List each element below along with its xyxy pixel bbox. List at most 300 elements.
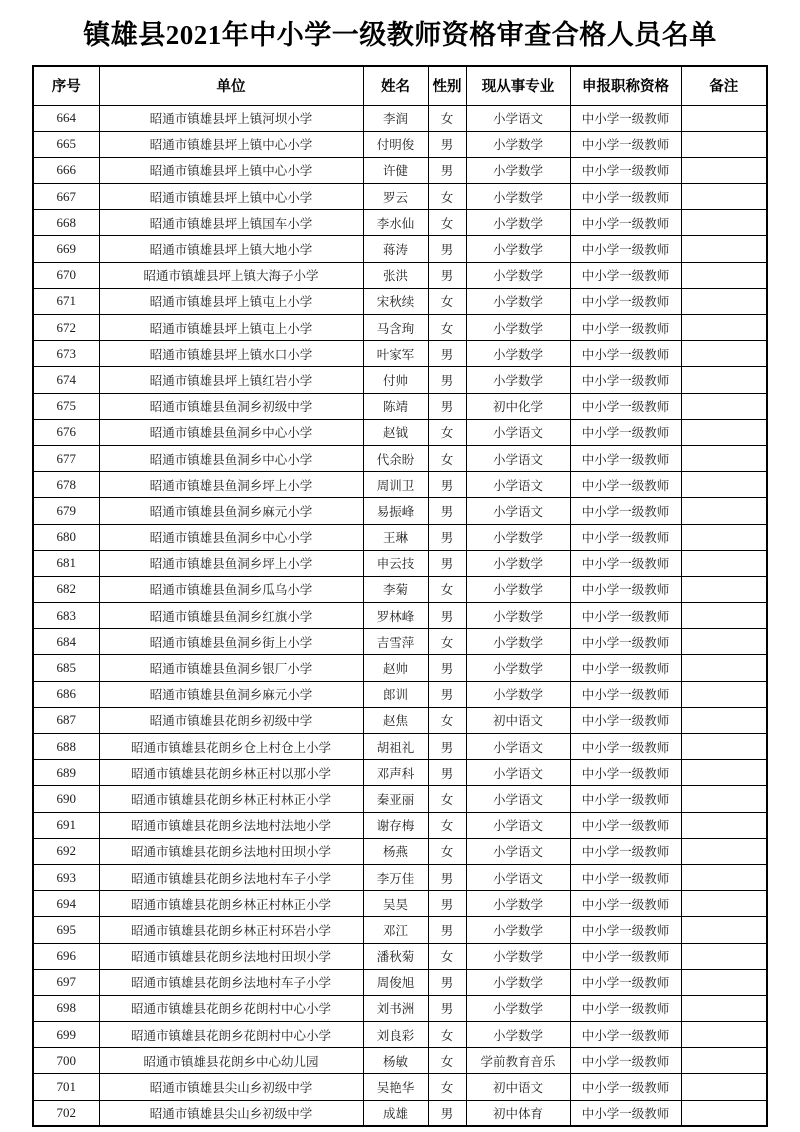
cell-name: 蒋涛 [363,236,428,262]
cell-no: 698 [33,995,99,1021]
cell-name: 刘良彩 [363,1022,428,1048]
cell-unit: 昭通市镇雄县坪上镇中心小学 [99,157,363,183]
table-row [33,786,767,812]
cell-title: 中小学一级教师 [570,1048,681,1074]
cell-title: 中小学一级教师 [570,603,681,629]
cell-name: 赵钺 [363,419,428,445]
cell-gender: 女 [428,315,466,341]
cell-gender: 男 [428,393,466,419]
cell-title: 中小学一级教师 [570,995,681,1021]
cell-gender: 女 [428,838,466,864]
cell-title: 中小学一级教师 [570,1022,681,1048]
cell-gender: 男 [428,1100,466,1126]
cell-gender: 男 [428,864,466,890]
cell-remark [681,341,767,367]
cell-name: 周训卫 [363,472,428,498]
cell-name: 潘秋菊 [363,943,428,969]
table-row [33,236,767,262]
cell-name: 郎训 [363,681,428,707]
cell-no: 685 [33,655,99,681]
cell-gender: 男 [428,472,466,498]
cell-gender: 女 [428,184,466,210]
cell-gender: 女 [428,445,466,471]
cell-unit: 昭通市镇雄县鱼洞乡中心小学 [99,524,363,550]
cell-title: 中小学一级教师 [570,734,681,760]
cell-no: 688 [33,734,99,760]
column-header-name: 姓名 [363,66,428,105]
table-row [33,707,767,733]
cell-major: 小学语文 [466,445,570,471]
cell-gender: 男 [428,760,466,786]
cell-unit: 昭通市镇雄县鱼洞乡坪上小学 [99,550,363,576]
cell-unit: 昭通市镇雄县花朗乡林正村环岩小学 [99,917,363,943]
cell-name: 胡祖礼 [363,734,428,760]
table-row [33,498,767,524]
column-header-remark: 备注 [681,66,767,105]
table-row [33,184,767,210]
cell-unit: 昭通市镇雄县花朗乡法地村法地小学 [99,812,363,838]
cell-name: 叶家军 [363,341,428,367]
cell-title: 中小学一级教师 [570,131,681,157]
cell-no: 670 [33,262,99,288]
cell-major: 初中化学 [466,393,570,419]
cell-unit: 昭通市镇雄县鱼洞乡初级中学 [99,393,363,419]
cell-remark [681,891,767,917]
cell-unit: 昭通市镇雄县鱼洞乡瓜乌小学 [99,576,363,602]
column-header-unit: 单位 [99,66,363,105]
cell-no: 671 [33,288,99,314]
table-row [33,315,767,341]
cell-unit: 昭通市镇雄县坪上镇中心小学 [99,184,363,210]
cell-title: 中小学一级教师 [570,393,681,419]
cell-unit: 昭通市镇雄县坪上镇中心小学 [99,131,363,157]
cell-remark [681,838,767,864]
cell-no: 682 [33,576,99,602]
cell-gender: 女 [428,812,466,838]
cell-name: 付帅 [363,367,428,393]
cell-gender: 女 [428,576,466,602]
cell-remark [681,131,767,157]
cell-remark [681,969,767,995]
cell-gender: 男 [428,734,466,760]
table-row [33,1048,767,1074]
cell-no: 689 [33,760,99,786]
cell-remark [681,472,767,498]
qualified-personnel-table [32,65,768,1127]
cell-major: 小学数学 [466,131,570,157]
cell-gender: 女 [428,288,466,314]
cell-major: 初中体育 [466,1100,570,1126]
cell-no: 686 [33,681,99,707]
table-row [33,393,767,419]
cell-remark [681,262,767,288]
table-row [33,576,767,602]
cell-no: 700 [33,1048,99,1074]
cell-remark [681,315,767,341]
table-row [33,864,767,890]
cell-no: 702 [33,1100,99,1126]
table-row [33,445,767,471]
cell-gender: 男 [428,891,466,917]
cell-title: 中小学一级教师 [570,707,681,733]
cell-title: 中小学一级教师 [570,341,681,367]
cell-no: 674 [33,367,99,393]
cell-no: 669 [33,236,99,262]
cell-title: 中小学一级教师 [570,157,681,183]
cell-unit: 昭通市镇雄县鱼洞乡中心小学 [99,419,363,445]
cell-remark [681,393,767,419]
cell-name: 成雄 [363,1100,428,1126]
cell-remark [681,157,767,183]
cell-major: 小学语文 [466,786,570,812]
cell-unit: 昭通市镇雄县花朗乡林正村林正小学 [99,891,363,917]
cell-remark [681,419,767,445]
cell-title: 中小学一级教师 [570,262,681,288]
table-row [33,262,767,288]
cell-title: 中小学一级教师 [570,367,681,393]
cell-gender: 女 [428,1074,466,1100]
cell-remark [681,995,767,1021]
table-row [33,210,767,236]
cell-no: 664 [33,105,99,131]
cell-major: 小学数学 [466,603,570,629]
cell-remark [681,498,767,524]
cell-no: 694 [33,891,99,917]
cell-gender: 男 [428,236,466,262]
cell-unit: 昭通市镇雄县花朗乡法地村车子小学 [99,864,363,890]
cell-gender: 男 [428,917,466,943]
cell-name: 张洪 [363,262,428,288]
table-row [33,838,767,864]
cell-title: 中小学一级教师 [570,891,681,917]
cell-title: 中小学一级教师 [570,184,681,210]
cell-no: 679 [33,498,99,524]
cell-gender: 女 [428,707,466,733]
cell-remark [681,105,767,131]
cell-name: 赵帅 [363,655,428,681]
table-row [33,1022,767,1048]
cell-major: 小学语文 [466,734,570,760]
cell-remark [681,760,767,786]
cell-name: 邓声科 [363,760,428,786]
table-row [33,891,767,917]
cell-remark [681,629,767,655]
cell-name: 易振峰 [363,498,428,524]
cell-major: 小学语文 [466,838,570,864]
table-row [33,157,767,183]
cell-major: 学前教育音乐 [466,1048,570,1074]
cell-title: 中小学一级教师 [570,760,681,786]
cell-name: 宋秋续 [363,288,428,314]
cell-gender: 男 [428,681,466,707]
cell-remark [681,603,767,629]
cell-major: 小学数学 [466,681,570,707]
cell-no: 696 [33,943,99,969]
cell-gender: 男 [428,655,466,681]
cell-remark [681,864,767,890]
cell-remark [681,1022,767,1048]
cell-unit: 昭通市镇雄县坪上镇水口小学 [99,341,363,367]
cell-major: 小学数学 [466,550,570,576]
cell-no: 681 [33,550,99,576]
cell-unit: 昭通市镇雄县坪上镇河坝小学 [99,105,363,131]
cell-unit: 昭通市镇雄县鱼洞乡红旗小学 [99,603,363,629]
cell-name: 王琳 [363,524,428,550]
cell-remark [681,1074,767,1100]
table-row [33,603,767,629]
cell-no: 690 [33,786,99,812]
table-row [33,341,767,367]
cell-gender: 男 [428,524,466,550]
cell-remark [681,367,767,393]
cell-no: 683 [33,603,99,629]
cell-unit: 昭通市镇雄县坪上镇国车小学 [99,210,363,236]
cell-name: 吴艳华 [363,1074,428,1100]
cell-no: 691 [33,812,99,838]
cell-remark [681,917,767,943]
cell-name: 吴昊 [363,891,428,917]
cell-no: 677 [33,445,99,471]
table-row [33,367,767,393]
cell-unit: 昭通市镇雄县花朗乡林正村以那小学 [99,760,363,786]
cell-remark [681,210,767,236]
cell-major: 初中语文 [466,707,570,733]
cell-major: 小学数学 [466,576,570,602]
cell-major: 小学数学 [466,917,570,943]
table-row [33,655,767,681]
cell-remark [681,550,767,576]
cell-no: 699 [33,1022,99,1048]
cell-remark [681,576,767,602]
cell-no: 678 [33,472,99,498]
cell-title: 中小学一级教师 [570,550,681,576]
cell-remark [681,445,767,471]
table-row [33,995,767,1021]
table-row [33,419,767,445]
cell-unit: 昭通市镇雄县花朗乡法地村车子小学 [99,969,363,995]
cell-gender: 男 [428,995,466,1021]
cell-no: 701 [33,1074,99,1100]
cell-unit: 昭通市镇雄县鱼洞乡银厂小学 [99,655,363,681]
cell-name: 李水仙 [363,210,428,236]
cell-major: 小学语文 [466,419,570,445]
cell-gender: 男 [428,157,466,183]
cell-no: 693 [33,864,99,890]
cell-name: 刘书洲 [363,995,428,1021]
cell-unit: 昭通市镇雄县坪上镇大海子小学 [99,262,363,288]
cell-no: 673 [33,341,99,367]
cell-no: 684 [33,629,99,655]
cell-gender: 女 [428,1022,466,1048]
cell-gender: 男 [428,498,466,524]
cell-no: 676 [33,419,99,445]
cell-gender: 男 [428,262,466,288]
cell-name: 李润 [363,105,428,131]
table-row [33,288,767,314]
cell-name: 杨敏 [363,1048,428,1074]
cell-major: 小学数学 [466,943,570,969]
cell-no: 666 [33,157,99,183]
cell-gender: 女 [428,629,466,655]
column-header-major: 现从事专业 [466,66,570,105]
cell-title: 中小学一级教师 [570,315,681,341]
cell-unit: 昭通市镇雄县花朗乡仓上村仓上小学 [99,734,363,760]
cell-no: 672 [33,315,99,341]
cell-name: 陈靖 [363,393,428,419]
cell-title: 中小学一级教师 [570,445,681,471]
cell-major: 小学语文 [466,472,570,498]
cell-unit: 昭通市镇雄县花朗乡花朗村中心小学 [99,995,363,1021]
column-header-no: 序号 [33,66,99,105]
cell-major: 小学数学 [466,157,570,183]
cell-gender: 男 [428,131,466,157]
table-row [33,969,767,995]
cell-gender: 男 [428,969,466,995]
table-header-row [33,66,767,105]
cell-title: 中小学一级教师 [570,472,681,498]
page-title: 镇雄县2021年中小学一级教师资格审查合格人员名单 [83,20,717,50]
cell-title: 中小学一级教师 [570,1074,681,1100]
cell-major: 小学语文 [466,760,570,786]
cell-title: 中小学一级教师 [570,498,681,524]
cell-unit: 昭通市镇雄县鱼洞乡麻元小学 [99,681,363,707]
cell-unit: 昭通市镇雄县坪上镇红岩小学 [99,367,363,393]
cell-title: 中小学一级教师 [570,838,681,864]
cell-major: 小学语文 [466,105,570,131]
cell-major: 小学数学 [466,341,570,367]
cell-remark [681,707,767,733]
cell-name: 申云技 [363,550,428,576]
cell-major: 小学数学 [466,367,570,393]
cell-remark [681,812,767,838]
cell-no: 668 [33,210,99,236]
cell-title: 中小学一级教师 [570,105,681,131]
cell-gender: 女 [428,1048,466,1074]
cell-name: 马含珣 [363,315,428,341]
table-row [33,681,767,707]
cell-name: 秦亚丽 [363,786,428,812]
column-header-title: 申报职称资格 [570,66,681,105]
cell-title: 中小学一级教师 [570,236,681,262]
cell-remark [681,734,767,760]
cell-name: 谢存梅 [363,812,428,838]
cell-name: 邓江 [363,917,428,943]
cell-title: 中小学一级教师 [570,629,681,655]
cell-title: 中小学一级教师 [570,288,681,314]
cell-remark [681,524,767,550]
cell-unit: 昭通市镇雄县花朗乡花朗村中心小学 [99,1022,363,1048]
cell-gender: 男 [428,341,466,367]
cell-gender: 女 [428,786,466,812]
cell-major: 小学语文 [466,812,570,838]
cell-gender: 男 [428,550,466,576]
table-row [33,131,767,157]
cell-no: 665 [33,131,99,157]
cell-name: 李菊 [363,576,428,602]
cell-title: 中小学一级教师 [570,681,681,707]
cell-unit: 昭通市镇雄县尖山乡初级中学 [99,1074,363,1100]
cell-name: 赵焦 [363,707,428,733]
cell-title: 中小学一级教师 [570,1100,681,1126]
table-row [33,917,767,943]
cell-name: 杨燕 [363,838,428,864]
cell-unit: 昭通市镇雄县花朗乡初级中学 [99,707,363,733]
cell-major: 小学语文 [466,498,570,524]
cell-unit: 昭通市镇雄县尖山乡初级中学 [99,1100,363,1126]
cell-no: 692 [33,838,99,864]
cell-title: 中小学一级教师 [570,210,681,236]
cell-major: 小学数学 [466,655,570,681]
cell-major: 小学数学 [466,262,570,288]
cell-title: 中小学一级教师 [570,864,681,890]
cell-gender: 女 [428,943,466,969]
table-row [33,629,767,655]
cell-major: 小学数学 [466,524,570,550]
cell-major: 小学数学 [466,288,570,314]
cell-major: 小学数学 [466,891,570,917]
cell-unit: 昭通市镇雄县花朗乡林正村林正小学 [99,786,363,812]
cell-major: 小学数学 [466,969,570,995]
cell-name: 罗云 [363,184,428,210]
table-row [33,1074,767,1100]
cell-unit: 昭通市镇雄县坪上镇屯上小学 [99,315,363,341]
cell-name: 吉雪萍 [363,629,428,655]
cell-remark [681,236,767,262]
table-row [33,472,767,498]
cell-gender: 男 [428,603,466,629]
cell-unit: 昭通市镇雄县花朗乡法地村田坝小学 [99,838,363,864]
cell-major: 小学语文 [466,864,570,890]
cell-no: 687 [33,707,99,733]
cell-remark [681,681,767,707]
cell-major: 小学数学 [466,995,570,1021]
cell-unit: 昭通市镇雄县鱼洞乡坪上小学 [99,472,363,498]
cell-gender: 女 [428,105,466,131]
cell-remark [681,786,767,812]
cell-major: 小学数学 [466,1022,570,1048]
cell-remark [681,184,767,210]
cell-no: 697 [33,969,99,995]
cell-major: 小学数学 [466,236,570,262]
cell-major: 小学数学 [466,315,570,341]
cell-title: 中小学一级教师 [570,419,681,445]
table-row [33,734,767,760]
cell-title: 中小学一级教师 [570,969,681,995]
cell-gender: 女 [428,419,466,445]
cell-major: 小学数学 [466,210,570,236]
table-row [33,105,767,131]
cell-name: 周俊旭 [363,969,428,995]
cell-unit: 昭通市镇雄县坪上镇屯上小学 [99,288,363,314]
cell-title: 中小学一级教师 [570,943,681,969]
cell-title: 中小学一级教师 [570,576,681,602]
table-row [33,943,767,969]
cell-name: 李万佳 [363,864,428,890]
table-row [33,812,767,838]
column-header-gender: 性别 [428,66,466,105]
cell-title: 中小学一级教师 [570,524,681,550]
cell-gender: 男 [428,367,466,393]
table-row [33,550,767,576]
cell-no: 675 [33,393,99,419]
cell-name: 代余盼 [363,445,428,471]
cell-unit: 昭通市镇雄县花朗乡法地村田坝小学 [99,943,363,969]
cell-title: 中小学一级教师 [570,812,681,838]
cell-major: 小学数学 [466,184,570,210]
cell-remark [681,655,767,681]
cell-unit: 昭通市镇雄县花朗乡中心幼儿园 [99,1048,363,1074]
table-row [33,524,767,550]
